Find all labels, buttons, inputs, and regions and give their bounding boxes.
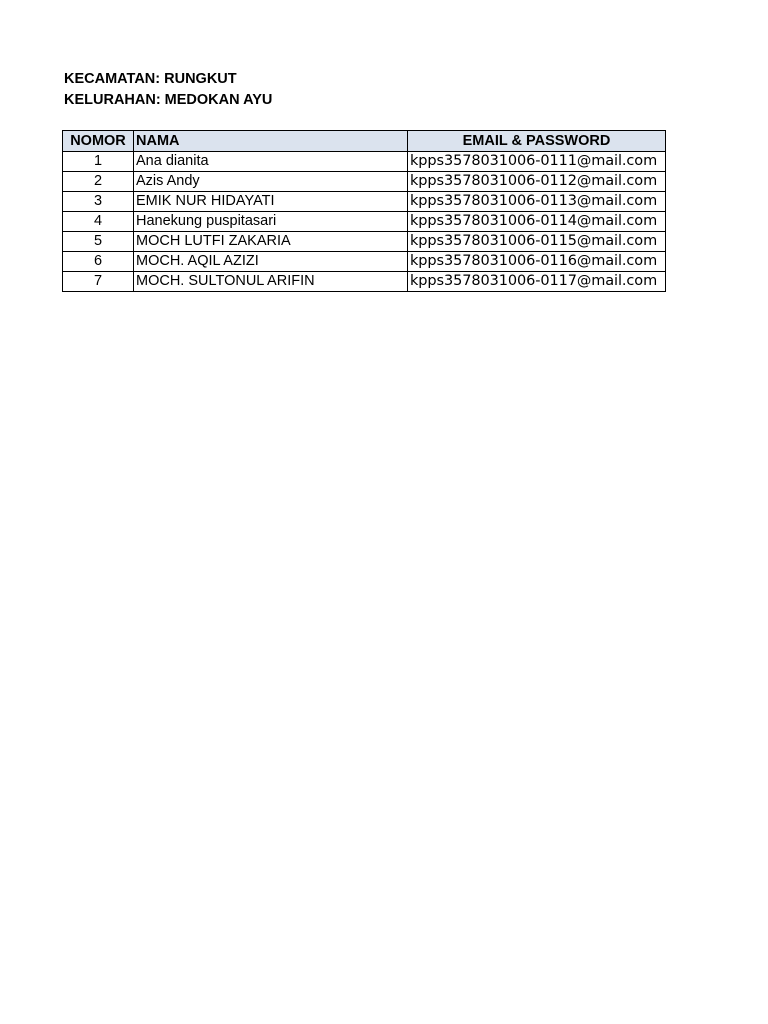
cell-email: kpps3578031006-0117@mail.com <box>408 272 666 292</box>
cell-nomor: 3 <box>63 192 134 212</box>
cell-email: kpps3578031006-0115@mail.com <box>408 232 666 252</box>
kelurahan-label: KELURAHAN: MEDOKAN AYU <box>64 92 273 108</box>
cell-email: kpps3578031006-0112@mail.com <box>408 172 666 192</box>
table-header-row <box>63 131 666 152</box>
table-row <box>63 252 666 272</box>
column-header-email: EMAIL & PASSWORD <box>408 131 666 152</box>
kpps-account-table <box>62 130 666 292</box>
column-header-nama: NAMA <box>134 131 408 152</box>
cell-email: kpps3578031006-0114@mail.com <box>408 212 666 232</box>
cell-nomor: 1 <box>63 152 134 172</box>
table-row <box>63 212 666 232</box>
table-row <box>63 272 666 292</box>
cell-nama: MOCH. SULTONUL ARIFIN <box>134 272 408 292</box>
cell-nama: EMIK NUR HIDAYATI <box>134 192 408 212</box>
document-header <box>64 69 272 111</box>
cell-email: kpps3578031006-0113@mail.com <box>408 192 666 212</box>
cell-nama: Azis Andy <box>134 172 408 192</box>
cell-nomor: 5 <box>63 232 134 252</box>
cell-nomor: 6 <box>63 252 134 272</box>
table-row <box>63 152 666 172</box>
table-row <box>63 192 666 212</box>
table-row <box>63 172 666 192</box>
cell-email: kpps3578031006-0116@mail.com <box>408 252 666 272</box>
cell-nama: Ana dianita <box>134 152 408 172</box>
cell-nama: MOCH. AQIL AZIZI <box>134 252 408 272</box>
table-row <box>63 232 666 252</box>
cell-nomor: 2 <box>63 172 134 192</box>
kecamatan-label: KECAMATAN: RUNGKUT <box>64 71 237 87</box>
cell-nama: MOCH LUTFI ZAKARIA <box>134 232 408 252</box>
cell-nomor: 7 <box>63 272 134 292</box>
column-header-nomor: NOMOR <box>63 131 134 152</box>
cell-nama: Hanekung puspitasari <box>134 212 408 232</box>
cell-email: kpps3578031006-0111@mail.com <box>408 152 666 172</box>
cell-nomor: 4 <box>63 212 134 232</box>
